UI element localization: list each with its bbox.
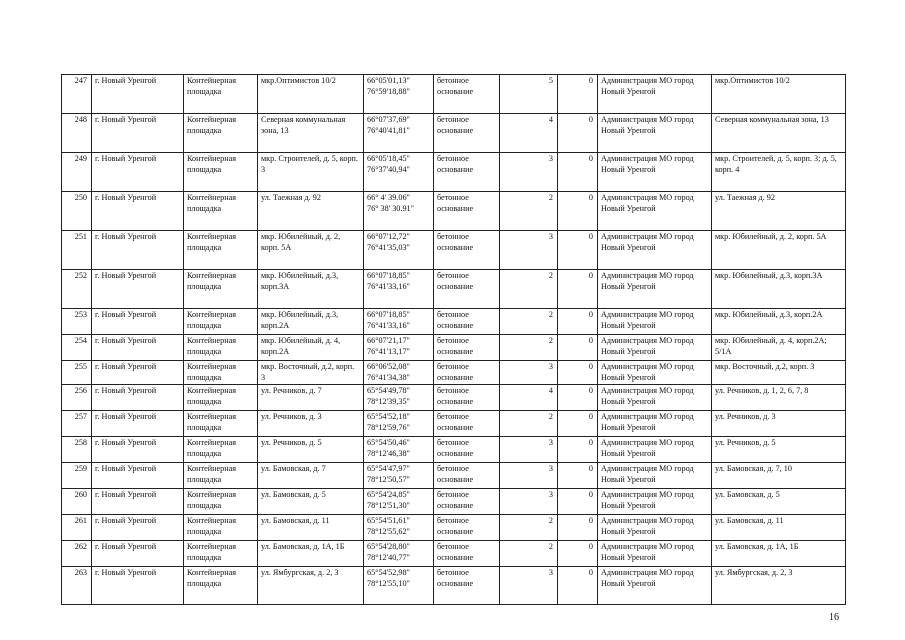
table-row <box>62 411 846 437</box>
cell-owner: Администрация МО город Новый Уренгой <box>598 385 712 411</box>
cell-n1: 4 <box>500 114 558 153</box>
cell-coords: 66° 4' 39.06" 76° 38' 30.91" <box>364 192 434 231</box>
cell-source: ул. Бамовская, д. 7, 10 <box>712 463 846 489</box>
cell-coords: 66°07'37,69" 76°40'41,81" <box>364 114 434 153</box>
cell-n2: 0 <box>558 515 598 541</box>
cell-type: Контейнерная площадка <box>184 437 258 463</box>
cell-source: мкр. Юбилейный, д. 2, корп. 5А <box>712 231 846 270</box>
cell-city: г. Новый Уренгой <box>92 515 184 541</box>
cell-owner: Администрация МО город Новый Уренгой <box>598 192 712 231</box>
cell-coords: 65°54'51,61" 78°12'55,62" <box>364 515 434 541</box>
cell-source: ул. Бамовская, д. 1А, 1Б <box>712 541 846 567</box>
cell-city: г. Новый Уренгой <box>92 114 184 153</box>
cell-n1: 5 <box>500 75 558 114</box>
cell-num: 259 <box>62 463 92 489</box>
cell-city: г. Новый Уренгой <box>92 270 184 309</box>
cell-source: ул. Таежная д. 92 <box>712 192 846 231</box>
cell-type: Контейнерная площадка <box>184 489 258 515</box>
cell-num: 262 <box>62 541 92 567</box>
cell-source: ул. Бамовская, д. 11 <box>712 515 846 541</box>
cell-city: г. Новый Уренгой <box>92 489 184 515</box>
cell-n2: 0 <box>558 231 598 270</box>
cell-coords: 65°54'47,97" 78°12'50,57" <box>364 463 434 489</box>
cell-n2: 0 <box>558 114 598 153</box>
cell-city: г. Новый Уренгой <box>92 437 184 463</box>
cell-base: бетонное основание <box>434 437 500 463</box>
cell-city: г. Новый Уренгой <box>92 153 184 192</box>
cell-num: 251 <box>62 231 92 270</box>
cell-source: ул. Речников, д. 1, 2, 6, 7, 8 <box>712 385 846 411</box>
cell-owner: Администрация МО город Новый Уренгой <box>598 114 712 153</box>
cell-n1: 3 <box>500 463 558 489</box>
cell-source: ул. Ямбургская, д. 2, 3 <box>712 567 846 605</box>
cell-type: Контейнерная площадка <box>184 114 258 153</box>
cell-type: Контейнерная площадка <box>184 361 258 385</box>
cell-base: бетонное основание <box>434 309 500 335</box>
cell-n1: 2 <box>500 541 558 567</box>
cell-owner: Администрация МО город Новый Уренгой <box>598 515 712 541</box>
cell-n2: 0 <box>558 463 598 489</box>
cell-num: 247 <box>62 75 92 114</box>
cell-num: 252 <box>62 270 92 309</box>
cell-base: бетонное основание <box>434 567 500 605</box>
cell-owner: Администрация МО город Новый Уренгой <box>598 153 712 192</box>
cell-source: ул. Речников, д. 5 <box>712 437 846 463</box>
cell-num: 257 <box>62 411 92 437</box>
cell-type: Контейнерная площадка <box>184 270 258 309</box>
cell-num: 255 <box>62 361 92 385</box>
page-number: 16 <box>829 612 839 623</box>
table-row <box>62 335 846 361</box>
cell-n2: 0 <box>558 567 598 605</box>
cell-type: Контейнерная площадка <box>184 567 258 605</box>
cell-num: 258 <box>62 437 92 463</box>
cell-owner: Администрация МО город Новый Уренгой <box>598 437 712 463</box>
cell-coords: 65°54'49,78" 78°12'39,35" <box>364 385 434 411</box>
cell-addr: мкр. Юбилейный, д. 2, корп. 5А <box>258 231 364 270</box>
cell-addr: ул. Бамовская, д. 5 <box>258 489 364 515</box>
cell-type: Контейнерная площадка <box>184 309 258 335</box>
cell-owner: Администрация МО город Новый Уренгой <box>598 309 712 335</box>
cell-type: Контейнерная площадка <box>184 192 258 231</box>
cell-type: Контейнерная площадка <box>184 541 258 567</box>
cell-num: 250 <box>62 192 92 231</box>
cell-n2: 0 <box>558 270 598 309</box>
cell-base: бетонное основание <box>434 114 500 153</box>
cell-coords: 66°05'01,13" 76°59'18,88" <box>364 75 434 114</box>
cell-base: бетонное основание <box>434 515 500 541</box>
cell-base: бетонное основание <box>434 75 500 114</box>
cell-type: Контейнерная площадка <box>184 231 258 270</box>
cell-addr: ул. Бамовская, д. 11 <box>258 515 364 541</box>
table-row <box>62 361 846 385</box>
cell-base: бетонное основание <box>434 411 500 437</box>
cell-n2: 0 <box>558 192 598 231</box>
cell-city: г. Новый Уренгой <box>92 231 184 270</box>
cell-addr: ул. Речников, д. 3 <box>258 411 364 437</box>
cell-type: Контейнерная площадка <box>184 75 258 114</box>
cell-type: Контейнерная площадка <box>184 153 258 192</box>
cell-num: 249 <box>62 153 92 192</box>
cell-city: г. Новый Уренгой <box>92 192 184 231</box>
cell-type: Контейнерная площадка <box>184 515 258 541</box>
cell-type: Контейнерная площадка <box>184 411 258 437</box>
cell-addr: мкр. Юбилейный, д. 4, корп.2А <box>258 335 364 361</box>
cell-n1: 4 <box>500 385 558 411</box>
table-row <box>62 463 846 489</box>
cell-coords: 66°06'52,08" 76°41'34,38" <box>364 361 434 385</box>
cell-n1: 2 <box>500 192 558 231</box>
cell-n1: 3 <box>500 567 558 605</box>
cell-base: бетонное основание <box>434 192 500 231</box>
table-row <box>62 309 846 335</box>
cell-num: 260 <box>62 489 92 515</box>
cell-n2: 0 <box>558 309 598 335</box>
cell-city: г. Новый Уренгой <box>92 75 184 114</box>
cell-n1: 2 <box>500 335 558 361</box>
cell-n2: 0 <box>558 361 598 385</box>
cell-type: Контейнерная площадка <box>184 385 258 411</box>
cell-n2: 0 <box>558 489 598 515</box>
cell-addr: мкр. Строителей, д. 5, корп. 3 <box>258 153 364 192</box>
cell-addr: мкр. Юбилейный, д.3, корп.3А <box>258 270 364 309</box>
cell-num: 253 <box>62 309 92 335</box>
table-row <box>62 231 846 270</box>
cell-owner: Администрация МО город Новый Уренгой <box>598 489 712 515</box>
cell-n1: 2 <box>500 411 558 437</box>
cell-n1: 3 <box>500 489 558 515</box>
cell-city: г. Новый Уренгой <box>92 385 184 411</box>
table-row <box>62 153 846 192</box>
cell-coords: 66°07'12,72" 76°41'35,03" <box>364 231 434 270</box>
table-row <box>62 489 846 515</box>
cell-addr: мкр. Восточный, д.2, корп. 3 <box>258 361 364 385</box>
cell-addr: ул. Ямбургская, д. 2, 3 <box>258 567 364 605</box>
cell-base: бетонное основание <box>434 541 500 567</box>
table-row <box>62 541 846 567</box>
cell-base: бетонное основание <box>434 231 500 270</box>
cell-owner: Администрация МО город Новый Уренгой <box>598 567 712 605</box>
cell-n1: 3 <box>500 361 558 385</box>
cell-source: мкр. Строителей, д. 5, корп. 3; д. 5, корп. 4 <box>712 153 846 192</box>
table-row <box>62 515 846 541</box>
cell-base: бетонное основание <box>434 489 500 515</box>
table-row <box>62 567 846 605</box>
cell-city: г. Новый Уренгой <box>92 463 184 489</box>
cell-city: г. Новый Уренгой <box>92 567 184 605</box>
cell-owner: Администрация МО город Новый Уренгой <box>598 231 712 270</box>
cell-num: 256 <box>62 385 92 411</box>
cell-city: г. Новый Уренгой <box>92 541 184 567</box>
cell-addr: ул. Таежная д. 92 <box>258 192 364 231</box>
cell-base: бетонное основание <box>434 335 500 361</box>
cell-n1: 2 <box>500 309 558 335</box>
cell-addr: мкр. Юбилейный, д.3, корп.2А <box>258 309 364 335</box>
cell-coords: 65°54'24,85" 78°12'51,30" <box>364 489 434 515</box>
cell-coords: 66°07'18,85" 76°41'33,16" <box>364 270 434 309</box>
cell-source: Северная коммунальная зона, 13 <box>712 114 846 153</box>
cell-base: бетонное основание <box>434 463 500 489</box>
table-row <box>62 270 846 309</box>
cell-n2: 0 <box>558 411 598 437</box>
cell-owner: Администрация МО город Новый Уренгой <box>598 463 712 489</box>
cell-n1: 3 <box>500 231 558 270</box>
cell-coords: 65°54'50,46" 78°12'46,38" <box>364 437 434 463</box>
table-row <box>62 114 846 153</box>
cell-n2: 0 <box>558 385 598 411</box>
cell-n1: 2 <box>500 515 558 541</box>
cell-coords: 65°54'52,18" 78°12'59,76" <box>364 411 434 437</box>
cell-coords: 66°07'21,17" 76°41'13,17" <box>364 335 434 361</box>
cell-num: 261 <box>62 515 92 541</box>
cell-base: бетонное основание <box>434 153 500 192</box>
cell-num: 248 <box>62 114 92 153</box>
cell-base: бетонное основание <box>434 361 500 385</box>
cell-n2: 0 <box>558 437 598 463</box>
cell-source: мкр. Юбилейный, д.3, корп.2А <box>712 309 846 335</box>
cell-owner: Администрация МО город Новый Уренгой <box>598 75 712 114</box>
cell-n1: 3 <box>500 437 558 463</box>
table-body <box>62 75 846 605</box>
cell-base: бетонное основание <box>434 385 500 411</box>
cell-n2: 0 <box>558 335 598 361</box>
cell-owner: Администрация МО город Новый Уренгой <box>598 541 712 567</box>
cell-source: ул. Бамовская, д. 5 <box>712 489 846 515</box>
cell-addr: мкр.Оптимистов 10/2 <box>258 75 364 114</box>
cell-addr: ул. Речников, д. 5 <box>258 437 364 463</box>
cell-source: мкр. Восточный, д.2, корп. 3 <box>712 361 846 385</box>
cell-source: ул. Речников, д. 3 <box>712 411 846 437</box>
cell-type: Контейнерная площадка <box>184 463 258 489</box>
table-row <box>62 385 846 411</box>
cell-addr: ул. Бамовская, д. 7 <box>258 463 364 489</box>
cell-source: мкр. Юбилейный, д. 4, корп.2А; 5/1А <box>712 335 846 361</box>
cell-addr: Северная коммунальная зона, 13 <box>258 114 364 153</box>
cell-city: г. Новый Уренгой <box>92 411 184 437</box>
cell-n1: 2 <box>500 270 558 309</box>
cell-n1: 3 <box>500 153 558 192</box>
registry-table <box>61 74 846 605</box>
table-row <box>62 75 846 114</box>
cell-city: г. Новый Уренгой <box>92 335 184 361</box>
cell-owner: Администрация МО город Новый Уренгой <box>598 411 712 437</box>
cell-coords: 66°05'18,45" 76°37'40,94" <box>364 153 434 192</box>
cell-coords: 65°54'28,80" 78°12'40,77" <box>364 541 434 567</box>
cell-city: г. Новый Уренгой <box>92 361 184 385</box>
cell-addr: ул. Бамовская, д. 1А, 1Б <box>258 541 364 567</box>
cell-n2: 0 <box>558 541 598 567</box>
cell-type: Контейнерная площадка <box>184 335 258 361</box>
cell-source: мкр.Оптимистов 10/2 <box>712 75 846 114</box>
cell-n2: 0 <box>558 153 598 192</box>
cell-coords: 66°07'18,85" 76°41'33,16" <box>364 309 434 335</box>
cell-addr: ул. Речников, д. 7 <box>258 385 364 411</box>
cell-num: 263 <box>62 567 92 605</box>
cell-city: г. Новый Уренгой <box>92 309 184 335</box>
cell-coords: 65°54'52,98" 78°12'55,10" <box>364 567 434 605</box>
cell-owner: Администрация МО город Новый Уренгой <box>598 361 712 385</box>
cell-source: мкр. Юбилейный, д.3, корп.3А <box>712 270 846 309</box>
cell-num: 254 <box>62 335 92 361</box>
cell-owner: Администрация МО город Новый Уренгой <box>598 335 712 361</box>
table-row <box>62 437 846 463</box>
cell-owner: Администрация МО город Новый Уренгой <box>598 270 712 309</box>
cell-n2: 0 <box>558 75 598 114</box>
cell-base: бетонное основание <box>434 270 500 309</box>
table-row <box>62 192 846 231</box>
